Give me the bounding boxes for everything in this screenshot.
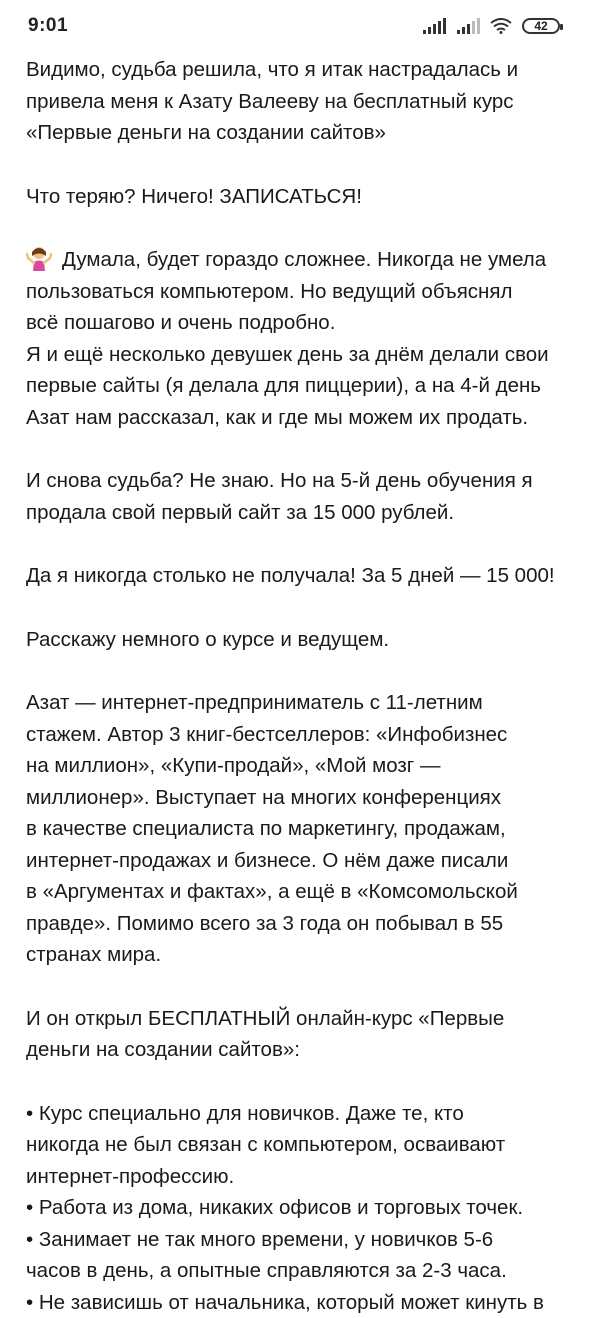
- wifi-icon: [490, 18, 512, 34]
- text-line: • Работа из дома, никаких офисов и торговых точек.: [26, 1192, 568, 1224]
- text-line: правде». Помимо всего за 3 года он побывал в 55: [26, 908, 568, 940]
- text-line: Я и ещё несколько девушек день за днём делали свои: [26, 339, 568, 371]
- text-line: • Курс специально для новичков. Даже те, кто: [26, 1098, 568, 1130]
- status-time: 9:01: [28, 15, 68, 37]
- woman-shrugging-icon: [26, 245, 52, 271]
- paragraph: [26, 560, 568, 592]
- text-line: Расскажу немного о курсе и ведущем.: [26, 624, 568, 656]
- paragraph: [26, 244, 568, 433]
- text-line: привела меня к Азату Валееву на бесплатный курс: [26, 86, 568, 118]
- text-line: • Занимает не так много времени, у новичков 5-6: [26, 1224, 568, 1256]
- text-line: Думала, будет гораздо сложнее. Никогда не умела: [62, 248, 546, 271]
- text-line: Азат — интернет-предприниматель с 11-летним: [26, 687, 568, 719]
- paragraph: [26, 687, 568, 971]
- status-icons: [422, 18, 560, 34]
- text-line: И он открыл БЕСПЛАТНЫЙ онлайн-курс «Первые: [26, 1003, 568, 1035]
- text-line: странах мира.: [26, 939, 568, 971]
- cell-signal-icon: [422, 18, 446, 34]
- paragraph: [26, 1098, 568, 1318]
- text-line: Да я никогда столько не получала! За 5 дней — 15 000!: [26, 560, 568, 592]
- cell-signal-icon: [456, 18, 480, 34]
- text-line: никогда не был связан с компьютером, осваивают: [26, 1129, 568, 1161]
- article-text: [26, 54, 568, 1318]
- text-line: в качестве специалиста по маркетингу, продажам,: [26, 813, 568, 845]
- paragraph: [26, 1003, 568, 1066]
- text-line: продала свой первый сайт за 15 000 рублей.: [26, 497, 568, 529]
- text-line: «Первые деньги на создании сайтов»: [26, 117, 568, 149]
- text-line: всё пошагово и очень подробно.: [26, 307, 568, 339]
- battery-icon: 42: [522, 18, 560, 34]
- paragraph: [26, 181, 568, 213]
- text-line: • Не зависишь от начальника, который может кинуть в: [26, 1287, 568, 1318]
- paragraph: [26, 54, 568, 149]
- text-line: на миллион», «Купи-продай», «Мой мозг —: [26, 750, 568, 782]
- text-line: часов в день, а опытные справляются за 2-3 часа.: [26, 1255, 568, 1287]
- text-line: первые сайты (я делала для пиццерии), а на 4-й день: [26, 370, 568, 402]
- text-line: интернет-профессию.: [26, 1161, 568, 1193]
- text-line: Что теряю? Ничего! ЗАПИСАТЬСЯ!: [26, 181, 568, 213]
- text-line: стажем. Автор 3 книг-бестселлеров: «Инфобизнес: [26, 719, 568, 751]
- text-line-with-emoji: [26, 244, 568, 276]
- text-line: в «Аргументах и фактах», а ещё в «Комсомольской: [26, 876, 568, 908]
- text-line: деньги на создании сайтов»:: [26, 1034, 568, 1066]
- paragraph: [26, 465, 568, 528]
- status-bar: [0, 0, 590, 52]
- text-line: интернет-продажах и бизнесе. О нём даже писали: [26, 845, 568, 877]
- text-line: Азат нам рассказал, как и где мы можем их продать.: [26, 402, 568, 434]
- text-line: миллионер». Выступает на многих конференциях: [26, 782, 568, 814]
- text-line: И снова судьба? Не знаю. Но на 5-й день обучения я: [26, 465, 568, 497]
- text-line: пользоваться компьютером. Но ведущий объяснял: [26, 276, 568, 308]
- text-line: Видимо, судьба решила, что я итак настрадалась и: [26, 54, 568, 86]
- paragraph: [26, 624, 568, 656]
